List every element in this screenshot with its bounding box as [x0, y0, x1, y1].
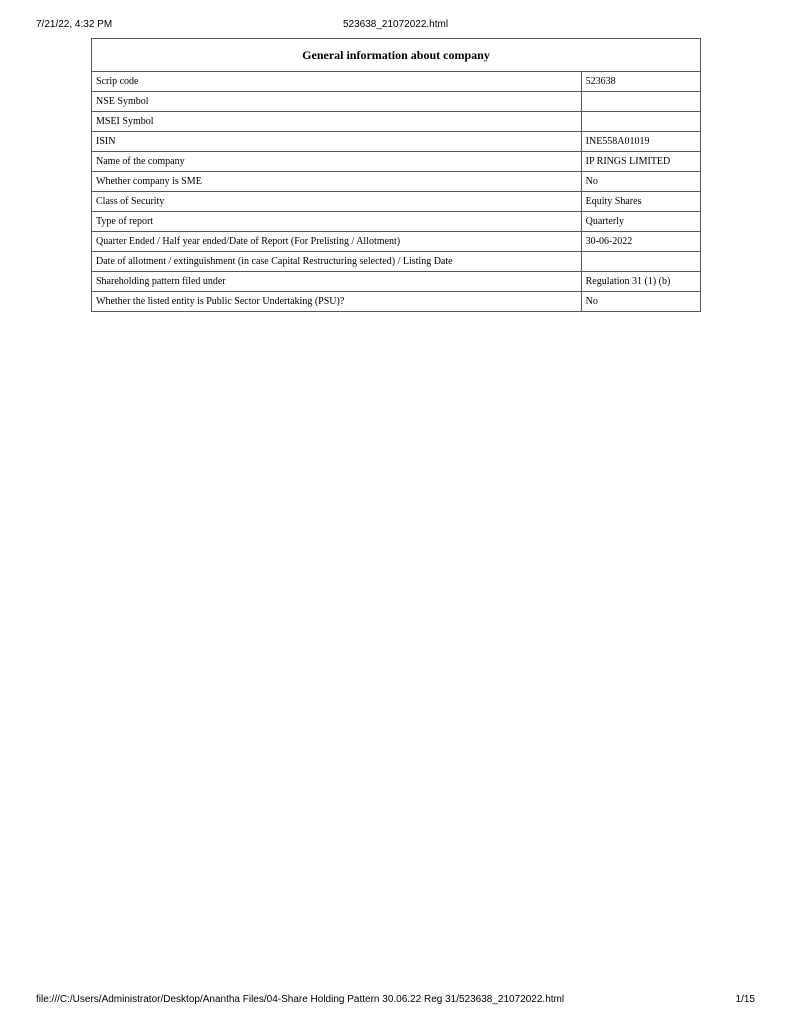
table-row	[92, 292, 701, 312]
table-title-row	[92, 39, 701, 72]
print-datetime: 7/21/22, 4:32 PM	[36, 19, 113, 30]
table-row	[92, 192, 701, 212]
print-file-path: file:///C:/Users/Administrator/Desktop/Anantha Files/04-Share Holding Pattern 30.06.22 Reg 31/523638_21072022.html	[36, 994, 565, 1005]
row-label: ISIN	[92, 132, 582, 152]
table-row	[92, 172, 701, 192]
table-row	[92, 272, 701, 292]
row-label: Whether the listed entity is Public Sector Undertaking (PSU)?	[92, 292, 582, 312]
table-row	[92, 92, 701, 112]
row-label: Name of the company	[92, 152, 582, 172]
print-header	[0, 19, 791, 33]
row-label: Whether company is SME	[92, 172, 582, 192]
row-value: Equity Shares	[581, 192, 700, 212]
print-doc-title: 523638_21072022.html	[342, 19, 449, 30]
row-value: No	[581, 172, 700, 192]
row-value	[581, 92, 700, 112]
table-row	[92, 252, 701, 272]
row-label: Date of allotment / extinguishment (in case Capital Restructuring selected) / Listing Date	[92, 252, 582, 272]
row-label: Type of report	[92, 212, 582, 232]
table-row	[92, 132, 701, 152]
general-info-table	[91, 38, 701, 312]
page-indicator: 1/15	[735, 994, 755, 1005]
table-row	[92, 212, 701, 232]
row-value: Regulation 31 (1) (b)	[581, 272, 700, 292]
row-value: 523638	[581, 72, 700, 92]
table-row	[92, 152, 701, 172]
table-row	[92, 72, 701, 92]
row-value: Quarterly	[581, 212, 700, 232]
row-label: Scrip code	[92, 72, 582, 92]
row-value	[581, 252, 700, 272]
table-row	[92, 232, 701, 252]
row-label: NSE Symbol	[92, 92, 582, 112]
row-value: INE558A01019	[581, 132, 700, 152]
row-label: Shareholding pattern filed under	[92, 272, 582, 292]
row-label: Class of Security	[92, 192, 582, 212]
row-label: MSEI Symbol	[92, 112, 582, 132]
row-value	[581, 112, 700, 132]
print-footer	[0, 994, 791, 1008]
row-value: No	[581, 292, 700, 312]
row-label: Quarter Ended / Half year ended/Date of Report (For Prelisting / Allotment)	[92, 232, 582, 252]
table-title: General information about company	[92, 39, 701, 72]
table-row	[92, 112, 701, 132]
row-value: IP RINGS LIMITED	[581, 152, 700, 172]
row-value: 30-06-2022	[581, 232, 700, 252]
